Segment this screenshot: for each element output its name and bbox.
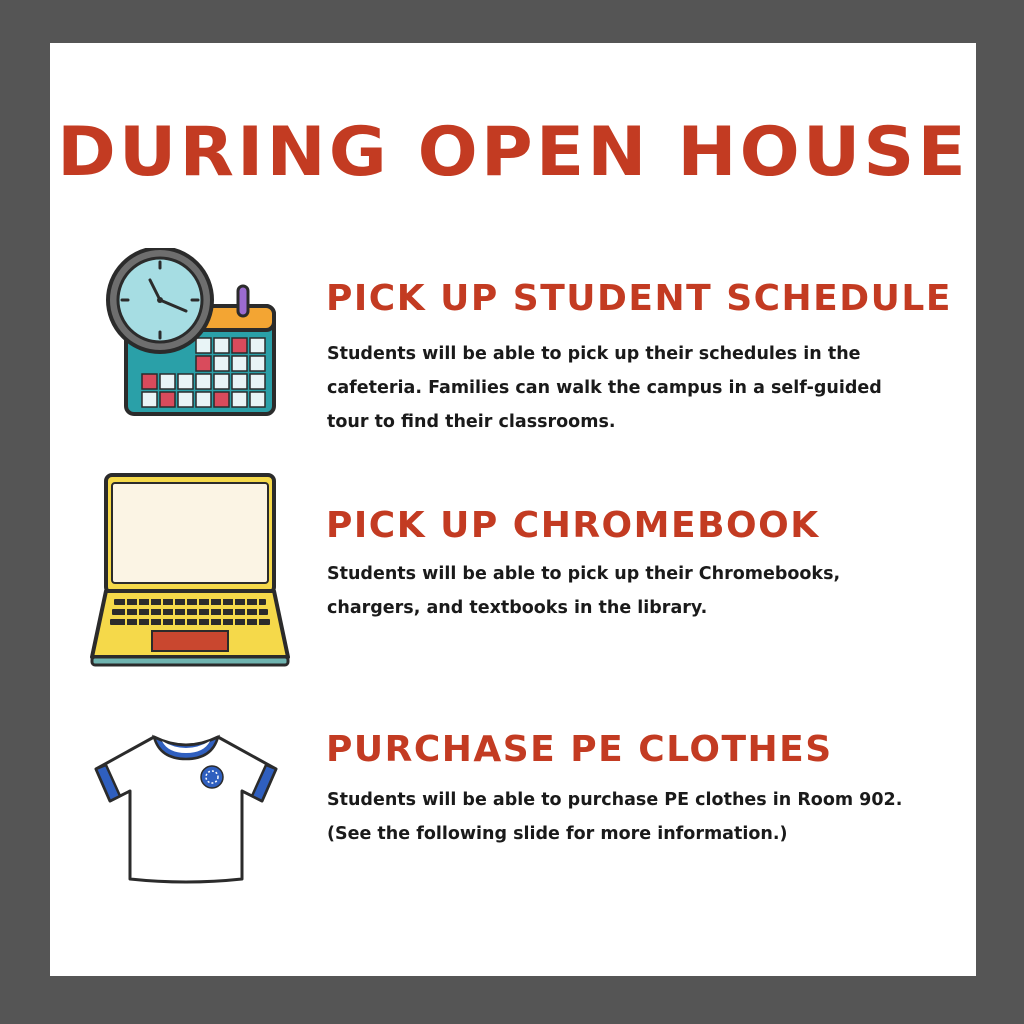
- tshirt-icon: [90, 733, 284, 889]
- item-body-schedule: Students will be able to pick up their schedules in the cafeteria. Families can walk the campus in a self-guided tour to find their classrooms.: [327, 344, 882, 432]
- item-heading-chromebook: PICK UP CHROMEBOOK: [326, 505, 820, 546]
- clock-calendar-icon: [98, 248, 288, 422]
- item-body-chromebook: Students will be able to pick up their Chromebooks, chargers, and textbooks in the library.: [327, 564, 841, 618]
- item-heading-schedule: PICK UP STUDENT SCHEDULE: [326, 278, 952, 319]
- item-heading-pe-clothes: PURCHASE PE CLOTHES: [326, 729, 833, 770]
- laptop-icon: [90, 471, 292, 675]
- item-body-pe-clothes: Students will be able to purchase PE clothes in Room 902. (See the following slide for more information.): [327, 790, 903, 844]
- page-title: DURING OPEN HOUSE: [57, 113, 969, 192]
- flyer-card: [50, 43, 976, 976]
